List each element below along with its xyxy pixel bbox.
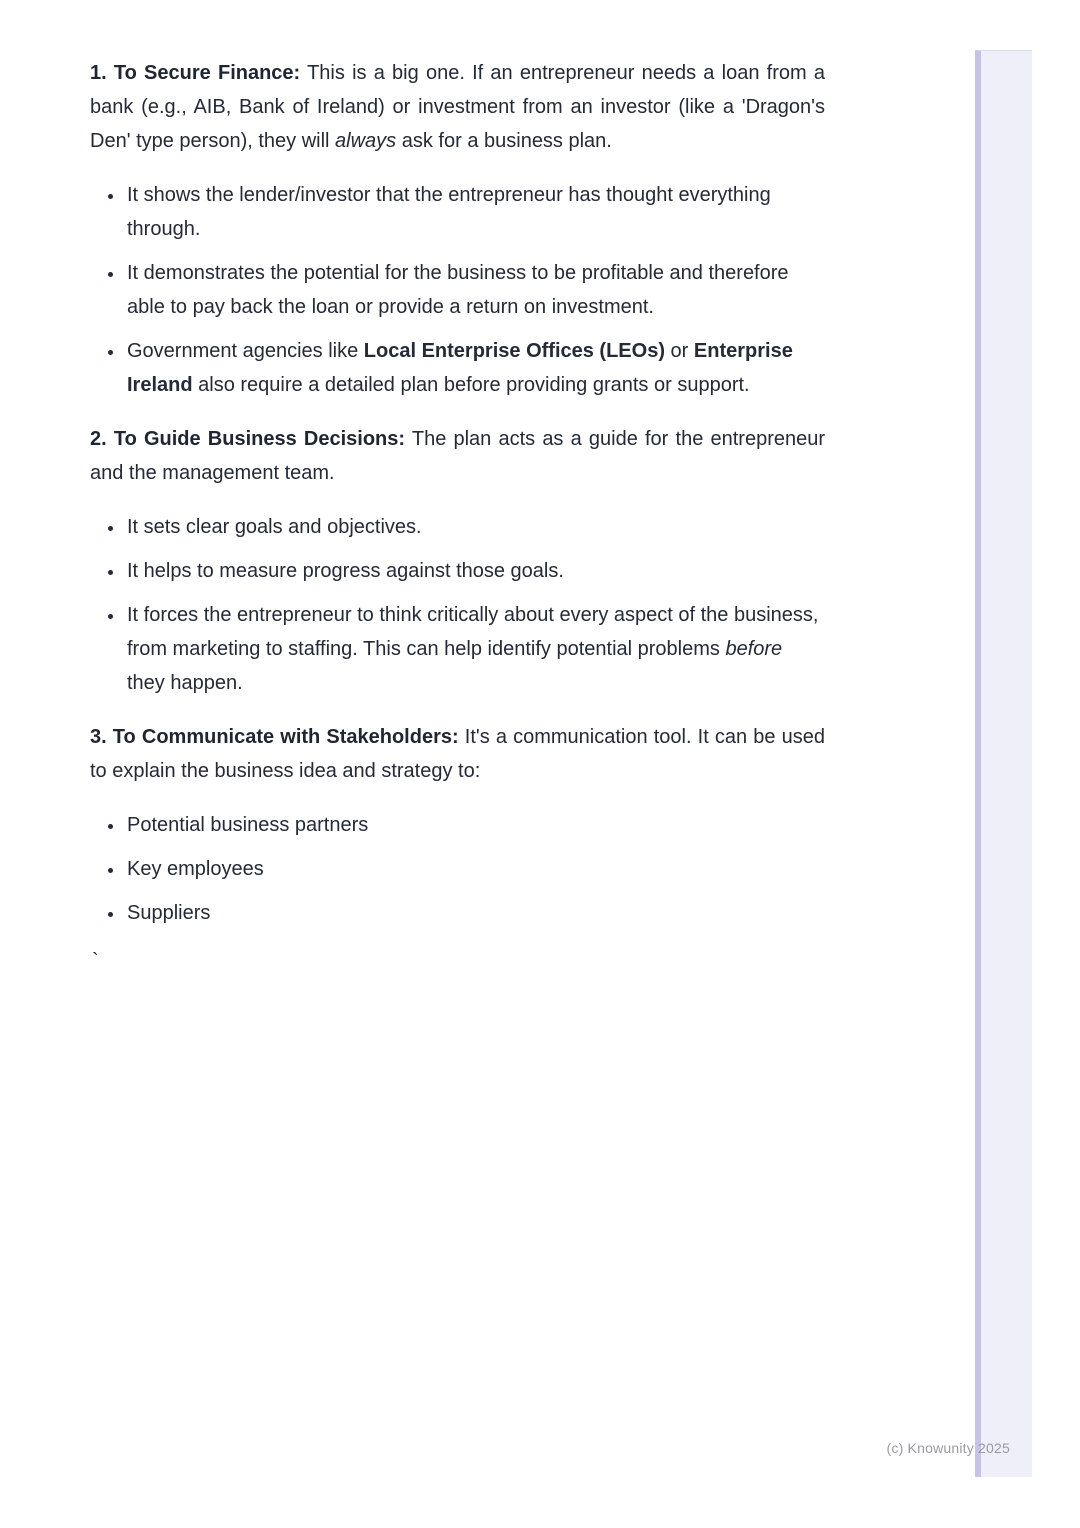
- copyright-footer: (c) Knowunity 2025: [886, 1440, 1010, 1456]
- list-item: [125, 256, 825, 324]
- list-item: [125, 598, 825, 700]
- list-item: [125, 510, 825, 544]
- bold-text-run: 3. To Communicate with Stakeholders:: [90, 726, 459, 748]
- list-item: [125, 554, 825, 588]
- text-run: Key employees: [127, 858, 264, 880]
- section-paragraph-3: [90, 720, 825, 788]
- text-run: The plan acts as a guide for the entrepreneur and the management team.: [90, 428, 826, 484]
- text-run: It shows the lender/investor that the entrepreneur has thought everything through.: [127, 184, 771, 240]
- text-run: This is a big one. If an entrepreneur needs a loan from a bank (e.g., AIB, Bank of Ireland) or investment from an investor (like a 'Dragon's Den' type person), they will: [90, 62, 825, 152]
- text-run: Government agencies like: [127, 340, 364, 362]
- list-item: [125, 334, 825, 402]
- italic-text-run: always: [335, 130, 397, 152]
- list-item: [125, 852, 825, 886]
- bold-text-run: 1. To Secure Finance:: [90, 62, 301, 84]
- text-run: It's a communication tool. It can be used to explain the business idea and strategy to:: [90, 726, 825, 782]
- stray-backtick: `: [92, 950, 99, 972]
- text-run: It demonstrates the potential for the business to be profitable and therefore able to pay back the loan or provide a return on investment.: [127, 262, 789, 318]
- text-run: Potential business partners: [127, 814, 369, 836]
- list-item: [125, 808, 825, 842]
- next-page-edge-stripe: [975, 50, 1032, 1477]
- bold-text-run: Local Enterprise Offices (LEOs): [363, 340, 665, 362]
- text-run: Suppliers: [127, 902, 211, 924]
- text-run: It forces the entrepreneur to think critically about every aspect of the business, from marketing to staffing. This can help identify potential problems: [127, 604, 819, 660]
- bullet-list-2: [90, 510, 825, 700]
- text-run: also require a detailed plan before providing grants or support.: [192, 374, 750, 396]
- text-run: It helps to measure progress against those goals.: [127, 560, 564, 582]
- bold-text-run: 2. To Guide Business Decisions:: [90, 428, 406, 450]
- section-paragraph-1: [90, 56, 825, 158]
- bold-text-run: Enterprise Ireland: [127, 340, 793, 396]
- text-run: It sets clear goals and objectives.: [127, 516, 422, 538]
- text-run: they happen.: [127, 672, 243, 694]
- bullet-list-3: [90, 808, 825, 930]
- text-run: or: [665, 340, 694, 362]
- section-paragraph-2: [90, 422, 825, 490]
- text-run: ask for a business plan.: [396, 130, 612, 152]
- italic-text-run: before: [725, 638, 783, 660]
- list-item: [125, 896, 825, 930]
- list-item: [125, 178, 825, 246]
- document-content: [90, 56, 825, 950]
- bullet-list-1: [90, 178, 825, 402]
